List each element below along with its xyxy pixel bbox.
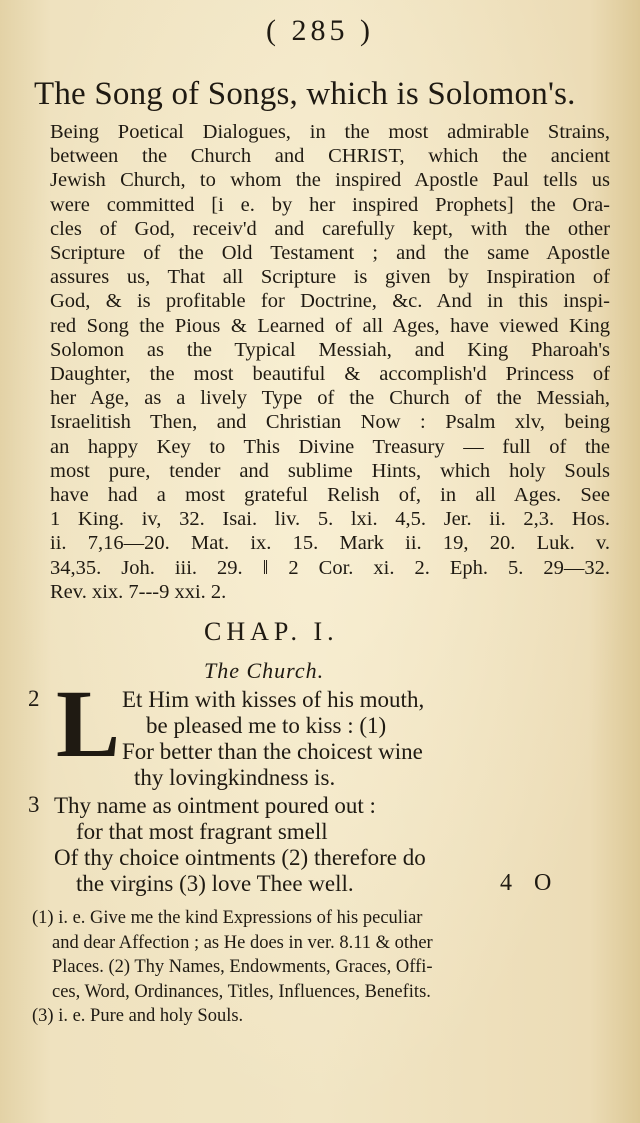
page-number: ( 285 ) xyxy=(266,14,374,47)
intro-line: Jewish Church, to whom the inspired Apostle Paul tells us xyxy=(50,169,610,192)
footnote-line: ces, Word, Ordinances, Titles, Influences, Benefits. xyxy=(52,981,431,1002)
intro-line: her Age, as a lively Type of the Church of the Messiah, xyxy=(50,387,610,410)
intro-line: Israelitish Then, and Christian Now : Psalm xlv, being xyxy=(50,411,610,434)
intro-line: 1 King. iv, 32. Isai. liv. 5. lxi. 4,5. Jer. ii. 2,3. Hos. xyxy=(50,508,610,531)
footnote-line: Places. (2) Thy Names, Endowments, Graces, Offi- xyxy=(52,957,433,977)
verse-line: be pleased me to kiss : (1) xyxy=(146,713,387,738)
intro-line: Solomon as the Typical Messiah, and King Pharoah's xyxy=(50,338,610,361)
verse-line: Thy name as ointment poured out : xyxy=(54,793,376,818)
speaker-heading: The Church. xyxy=(204,658,325,683)
intro-line: Scripture of the Old Testament ; and the same Apostle xyxy=(50,242,610,265)
verse-line: Et Him with kisses of his mouth, xyxy=(122,687,425,712)
verse-number: 3 xyxy=(28,792,40,817)
chapter-heading: CHAP. I. xyxy=(204,617,339,646)
intro-line: Being Poetical Dialogues, in the most admirable Strains, xyxy=(50,121,610,143)
drop-cap: L xyxy=(56,670,121,777)
footnote-line: and dear Affection ; as He does in ver. 8.11 & other xyxy=(52,932,433,953)
intro-line: most pure, tender and sublime Hints, which holy Souls xyxy=(50,459,610,482)
verse-line: the virgins (3) love Thee well. xyxy=(76,871,354,896)
footnote-line: (3) i. e. Pure and holy Souls. xyxy=(32,1006,244,1026)
intro-line: an happy Key to This Divine Treasury — full of the xyxy=(50,435,610,458)
verse-number: 2 xyxy=(28,686,40,711)
intro-line: cles of God, receiv'd and carefully kept, with the other xyxy=(50,217,610,240)
intro-line: have had a most grateful Relish of, in all Ages. See xyxy=(50,484,610,507)
intro-line: Rev. xix. 7---9 xxi. 2. xyxy=(50,580,227,603)
intro-line: between the Church and CHRIST, which the ancient xyxy=(50,145,610,168)
intro-line: ii. 7,16—20. Mat. ix. 15. Mark ii. 19, 20. Luk. v. xyxy=(50,532,610,555)
intro-paragraph xyxy=(50,120,610,604)
verse-line: Of thy choice ointments (2) therefore do xyxy=(54,845,426,870)
page-title: The Song of Songs, which is Solomon's. xyxy=(34,76,576,112)
footnote-line: (1) i. e. Give me the kind Expressions of his peculiar xyxy=(32,908,423,928)
footnotes xyxy=(32,906,552,1029)
intro-line: God, & is profitable for Doctrine, &c. And in this inspi- xyxy=(50,290,610,313)
catchword: 4 O xyxy=(500,870,560,896)
verse-line: For better than the choicest wine xyxy=(122,739,423,764)
intro-line: assures us, That all Scripture is given by Inspiration of xyxy=(50,266,610,289)
intro-line: red Song the Pious & Learned of all Ages, have viewed King xyxy=(50,314,610,337)
intro-line: were committed [i e. by her inspired Prophets] the Ora- xyxy=(50,193,610,216)
intro-line: 34,35. Joh. iii. 29. ‖ 2 Cor. xi. 2. Eph. 5. 29—32. xyxy=(50,556,610,579)
verse-line: thy lovingkindness is. xyxy=(134,765,336,790)
intro-line: Daughter, the most beautiful & accomplish'd Princess of xyxy=(50,363,610,386)
verse-line: for that most fragrant smell xyxy=(76,819,328,844)
